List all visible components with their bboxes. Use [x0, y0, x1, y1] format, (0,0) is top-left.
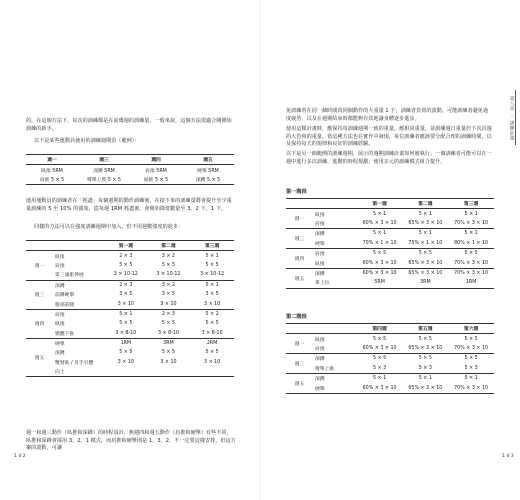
table-cell: 5 × 5	[464, 356, 478, 362]
table-cell: 5 × 5	[464, 336, 478, 342]
day-label: 週四	[26, 309, 53, 338]
table-cell: 5 × 3	[448, 364, 494, 374]
exercise-name: 臥推	[315, 337, 325, 343]
table-cell: 2 × 3	[161, 311, 176, 317]
table-header: 週一	[26, 155, 78, 165]
table-cell: 3 × 10	[147, 299, 191, 309]
day-label: 週三	[26, 280, 53, 309]
table-row	[286, 258, 494, 268]
table-row	[26, 280, 234, 290]
exercise-name: 深蹲	[315, 232, 325, 238]
table-cell: 3 × 8-10	[147, 329, 191, 339]
table-cell	[190, 367, 234, 377]
table-header	[26, 241, 53, 251]
table-cell: 5 × 3	[402, 364, 448, 374]
table-cell: 3 × 2	[161, 253, 176, 259]
table-row	[286, 239, 494, 249]
schedule-table-1	[26, 240, 234, 377]
table-cell: 5 × 1	[205, 253, 219, 259]
day-label: 週三	[286, 354, 313, 374]
table-cell: 2 × 3	[119, 282, 133, 288]
table-cell: 65% × 3 × 10	[402, 219, 448, 229]
side-bar	[515, 90, 516, 145]
exercise-name: 臥推	[55, 254, 65, 260]
table-cell: 3 × 5	[161, 292, 176, 298]
table-cell: 5 × 5	[205, 350, 219, 356]
table-row	[286, 354, 494, 364]
day-label: 週五	[286, 268, 313, 288]
table-cell: 硬舉 5RM	[197, 168, 219, 174]
exercise-name: 彎舉上推	[313, 364, 357, 374]
table-cell: 60% × 3 × 10	[357, 344, 403, 354]
table-cell: 65% × 3 × 10	[402, 258, 448, 268]
table-row	[286, 344, 494, 354]
table-row	[286, 209, 494, 219]
table-row	[26, 251, 234, 261]
table-cell: 3 × 5	[119, 292, 133, 298]
table-cell: 3 × 10-12	[147, 270, 191, 280]
table-row	[26, 290, 234, 299]
exercise-name: 單上拉	[313, 278, 357, 288]
table-cell: 60% × 3 × 10	[362, 270, 397, 276]
table-cell: 彎舉上肢 5 × 5	[78, 175, 130, 185]
table-cell: 5 × 1	[418, 376, 432, 382]
table-cell: 70% × 1 × 10	[357, 239, 403, 249]
exercise-name: 硬舉	[313, 239, 357, 249]
right-page	[260, 0, 520, 500]
section-title: 第二階段	[286, 314, 307, 320]
body-paragraph: 以下是另一個範例的訓練週期，展示的週期訓練計畫如何被執行。一個訓練者可能可以在一週中進行多次訓練，進階的時程規劃，使用多元的訓練模式組合提升。	[286, 151, 492, 165]
page-number: 1 4 2	[14, 454, 26, 459]
chapter-tab: 第八章 ・ 訓練計畫	[509, 96, 514, 141]
exercise-name: 深蹲	[55, 283, 65, 289]
table-cell: 60% × 3 × 10	[357, 219, 403, 229]
table-cell: 2RM	[206, 341, 218, 347]
table-cell: 肩推 5RM	[145, 168, 167, 174]
table-cell: 60% × 3 × 10	[357, 383, 403, 393]
table-cell: 1RM	[448, 278, 494, 288]
table-header	[313, 199, 357, 209]
body-paragraph: 週一和週三動作（臥推和深蹲）的時程設計，無週四和週五動作（肩推和硬舉）有些不同，臥推和深蹲會採用 3、2、1 模式，而肩推和硬舉則是 1、3、2，不一定要這樣安排，但這方案的波動，可讓	[26, 430, 236, 452]
page-number: 1 4 3	[502, 454, 514, 459]
day-label: 週四	[286, 248, 313, 268]
table-row	[26, 299, 234, 309]
table-cell: 5 × 5	[372, 356, 387, 362]
table-row	[26, 261, 234, 270]
table-cell: 5 × 5	[161, 262, 176, 268]
exercise-name: 肩推	[55, 312, 65, 318]
intro-caption: 以下是某些運動員使用的訓練週期表（範例）：	[34, 138, 140, 144]
exercise-name: 深蹲	[315, 357, 325, 363]
table-cell: 5 × 5	[161, 350, 176, 356]
table-cell: 5 × 5	[464, 251, 478, 257]
table-cell: 75% × 1 × 10	[402, 239, 448, 249]
table-row	[26, 319, 234, 328]
table-cell: 3 × 10	[160, 359, 177, 365]
table-cell: 5 × 5	[205, 262, 219, 268]
table-cell: 臥推 5 × 5	[130, 175, 182, 185]
table-header: 第二週	[147, 241, 191, 251]
table-header	[53, 241, 105, 251]
table-cell: 5 × 1	[464, 211, 478, 217]
table-row	[26, 348, 234, 357]
exercise-name: 腹部前腿	[53, 299, 105, 309]
table-header: 第二週	[402, 199, 448, 209]
schedule-table-2	[286, 198, 494, 289]
exercise-name: 深蹲	[55, 351, 65, 357]
table-cell: 65% × 3 × 10	[402, 344, 448, 354]
table-cell: 3 × 10	[204, 359, 221, 365]
table-header	[286, 324, 313, 334]
table-cell: 5 × 5	[372, 336, 387, 342]
table-cell: 65% × 3 × 10	[408, 270, 443, 276]
table-cell: 3 × 10	[190, 299, 234, 309]
table-cell: 3RM	[163, 341, 174, 347]
table-cell: 3 × 10-12	[190, 270, 234, 280]
table-cell: 3 × 10-12	[105, 270, 147, 280]
table-cell: 5 × 3	[357, 364, 403, 374]
table-row	[286, 383, 494, 393]
table-cell: 臥推 5RM	[41, 168, 63, 174]
table-row	[286, 278, 494, 288]
table-cell: 5 × 5	[372, 251, 387, 257]
table-header: 第一週	[105, 241, 147, 251]
table-cell: 3 × 10	[117, 359, 134, 365]
intro-paragraph: 的，在這個方法下，每次的訓練都是在前幾週的訓練量，一般來說，這個方法很適合剛開始訓練的新手。	[26, 118, 232, 132]
table-cell: 3 × 10	[105, 299, 147, 309]
exercise-name: 臥推	[313, 258, 357, 268]
table-row	[286, 364, 494, 374]
table-row	[26, 329, 234, 339]
table-header: 第三週	[190, 241, 234, 251]
table-cell	[105, 367, 147, 377]
table-cell: 5 × 5	[119, 262, 133, 268]
table-cell: 3RM	[402, 278, 448, 288]
exercise-name: 臥推	[315, 212, 325, 218]
table-cell: 65% × 3 × 10	[402, 383, 448, 393]
schedule-table-3	[286, 323, 494, 394]
table-cell: 5 × 2	[205, 311, 219, 317]
table-cell: 肩推 5 × 5	[26, 175, 78, 185]
table-header: 第五週	[402, 324, 448, 334]
table-cell: 5 × 1	[119, 311, 133, 317]
table-cell: 70% × 3 × 10	[448, 258, 494, 268]
exercise-name: 前蹲硬舉	[55, 293, 75, 299]
table-row	[26, 338, 234, 348]
table-cell: 5 × 1	[372, 376, 387, 382]
body-paragraph: 免訓練者在同一個時間段同個動作的大重量 1 下，訓練者負荷的波動，可能訓練者避免過度疲勞，以及在週期結束時都能夠有效地讓身體逐步進步。	[286, 108, 489, 122]
table-header: 週四	[130, 155, 182, 165]
table-header	[286, 199, 313, 209]
exercise-name: 肩推	[55, 263, 65, 269]
table-cell: 深蹲 5RM	[93, 168, 115, 174]
exercise-name: 肩推	[313, 219, 357, 229]
table-header: 第四週	[357, 324, 403, 334]
exercise-name: 雙臂臥 / 反手引體	[55, 360, 94, 366]
exercise-name: 臥推	[55, 322, 65, 328]
table-cell: 5 × 5	[418, 336, 432, 342]
day-label: 週一	[286, 334, 313, 354]
table-cell: 1RM	[120, 341, 132, 347]
table-row	[286, 373, 494, 383]
table-row	[26, 309, 234, 319]
body-paragraph: 同樣的方法可以在強度訓練週期中加入，但不用週數強度的進步：	[34, 224, 184, 230]
exercise-name: 第三頭肌伸展	[53, 270, 105, 280]
body-paragraph: 使用這類計畫時，應保持每訓練週期一致的重量，應相同重量，並訓練週日重量於下次首週的大負荷的重量。當這種方法也在實作中發現，每位訓練者應該要分配合理的訓練時間，以及保持每天的規律和良好的訓練經驗。	[286, 126, 492, 148]
exercise-name: 硬舉	[55, 342, 65, 348]
exercise-name: 向上	[53, 367, 105, 377]
table-header: 週五	[182, 155, 234, 165]
table-header: 週三	[78, 155, 130, 165]
table-row	[286, 248, 494, 258]
table-cell: 2 × 3	[119, 253, 133, 259]
table-cell: 5 × 5	[418, 356, 432, 362]
table-cell: 70% × 3 × 10	[448, 383, 494, 393]
table-cell: 5 × 1	[418, 211, 432, 217]
exercise-name: 變體下推	[53, 329, 105, 339]
table-cell: 5RM	[357, 278, 403, 288]
table-cell: 3 × 5	[205, 292, 219, 298]
table-row	[286, 219, 494, 229]
table-row	[26, 367, 234, 377]
day-label: 週五	[286, 373, 313, 393]
day-label: 週一	[26, 251, 53, 280]
table-cell	[147, 367, 191, 377]
exercise-name: 硬舉	[313, 383, 357, 393]
table-cell: 5 × 1	[205, 282, 219, 288]
table-cell: 5 × 1	[372, 231, 387, 237]
day-label: 週五	[26, 338, 53, 377]
table-cell: 5 × 1	[418, 231, 432, 237]
table-cell: 5 × 1	[464, 376, 478, 382]
table-cell: 5 × 5	[119, 350, 133, 356]
exercise-name: 深蹲	[315, 271, 325, 277]
table-cell: 60% × 3 × 10	[357, 258, 403, 268]
table-cell: 80% × 1 × 10	[448, 239, 494, 249]
table-row	[286, 268, 494, 278]
table-cell: 深蹲 5 × 5	[182, 175, 234, 185]
table-cell: 3 × 8-10	[190, 329, 234, 339]
table-cell: 5 × 1	[464, 231, 478, 237]
table-header: 第三週	[448, 199, 494, 209]
table-cell: 3 × 8-10	[105, 329, 147, 339]
table-header: 第六週	[448, 324, 494, 334]
body-paragraph: 運用運動員的訓練者在「耗盡」每個週期的動作訓練後，在接下來的訓練量將會提升至少重量訓練的 5 至 10% 的強度，從每週 1RM 耗盡後，會開始降低數量至 3、2 下、1 下。	[26, 198, 232, 212]
weekly-table	[26, 154, 234, 185]
day-label: 週三	[286, 229, 313, 249]
section-title: 第一階段	[286, 189, 307, 195]
table-cell: 70% × 3 × 10	[448, 219, 494, 229]
table-cell: 5 × 5	[205, 321, 219, 327]
table-header: 第一週	[357, 199, 403, 209]
table-cell: 5 × 5	[418, 251, 432, 257]
table-row	[286, 334, 494, 344]
exercise-name: 肩推	[313, 344, 357, 354]
exercise-name: 深蹲	[315, 377, 325, 383]
table-cell: 5 × 1	[372, 211, 387, 217]
table-cell: 5 × 5	[161, 321, 176, 327]
table-row	[26, 358, 234, 367]
table-cell: 70% × 3 × 10	[448, 344, 494, 354]
exercise-name: 肩推	[315, 252, 325, 258]
day-label: 週一	[286, 209, 313, 229]
table-cell: 3 × 2	[161, 282, 176, 288]
table-row	[286, 229, 494, 239]
table-cell: 5 × 5	[119, 321, 133, 327]
table-row	[26, 270, 234, 280]
table-header	[313, 324, 357, 334]
table-cell: 70% × 3 × 10	[454, 270, 489, 276]
